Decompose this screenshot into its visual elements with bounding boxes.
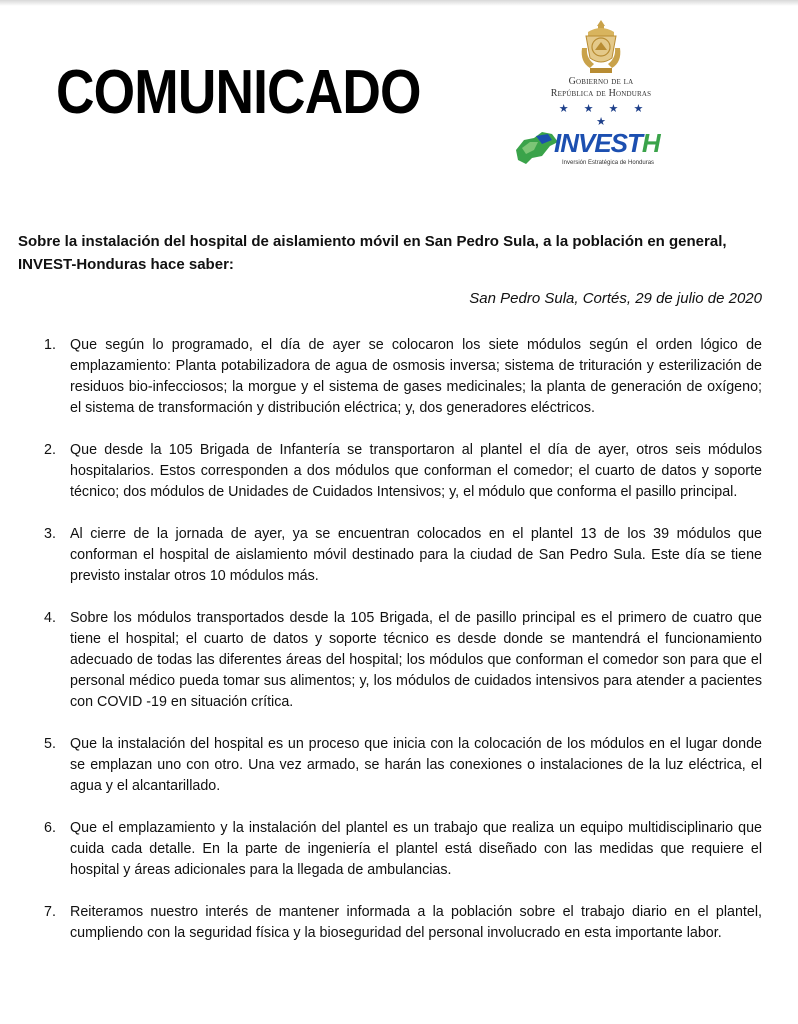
list-item-number: 2. — [44, 442, 56, 458]
invest-honduras-logo — [512, 126, 682, 176]
honduras-map-icon — [512, 128, 560, 168]
stars-row: ★ ★ ★ ★ ★ — [558, 103, 650, 128]
list-item-number: 3. — [44, 526, 56, 542]
numbered-list — [40, 335, 762, 965]
list-item-text: Sobre los módulos transportados desde la 105 Brigada, el de pasillo principal es el primero de cuatro que tiene el hospital; el cuarto de datos y soporte técnico es desde donde se mantendrá el funcionamiento adecuado de todas las diferentes áreas del hospital; los módulos que conforman el comedor son para que el personal médico pueda tomar sus alimentos; y, los módulos de cuidados intensivos para atender a pacientes con COVID -19 en situación crítica. — [70, 610, 762, 710]
list-item — [40, 524, 762, 587]
list-item-number: 1. — [44, 337, 56, 353]
invest-h-letter: H — [641, 128, 660, 158]
list-item — [40, 734, 762, 797]
list-item — [40, 818, 762, 881]
page-title: COMUNICADO — [56, 58, 421, 127]
government-logo — [546, 18, 656, 138]
government-name-line-2: República de Honduras — [550, 88, 652, 99]
list-item-number: 5. — [44, 736, 56, 752]
subject-heading: Sobre la instalación del hospital de aislamiento móvil en San Pedro Sula, a la población en general, INVEST-Honduras hace saber: — [18, 233, 727, 273]
list-item-text: Que desde la 105 Brigada de Infantería se transportaron al plantel el día de ayer, otros seis módulos hospitalarios. Estos corresponden a dos módulos que conforman el comedor; el cuarto de datos y soporte técnico; dos módulos de Unidades de Cuidados Intensivos; y, el módulo que conforma el pasillo principal. — [70, 442, 762, 500]
coat-of-arms-icon — [578, 18, 624, 76]
logo-group — [500, 18, 700, 178]
dateline: San Pedro Sula, Cortés, 29 de julio de 2020 — [469, 290, 762, 307]
list-item-text: Que según lo programado, el día de ayer se colocaron los siete módulos según el orden lógico de emplazamiento: Planta potabilizadora de agua de osmosis inversa; sistema de trituración y esterilización de residuos bio-infecciosos; la morgue y el sistema de gases medicinales; la planta de generación de oxígeno; el sistema de transformación y distribución eléctrica; y, dos generadores eléctricos. — [70, 337, 762, 416]
list-item-number: 4. — [44, 610, 56, 626]
list-item — [40, 440, 762, 503]
government-name-line-1: Gobierno de la — [568, 76, 634, 87]
list-item-number: 7. — [44, 904, 56, 920]
list-item-text: Reiteramos nuestro interés de mantener informada a la población sobre el trabajo diario en el plantel, cumpliendo con la seguridad física y la bioseguridad del personal involucrado en esta importante labor. — [70, 904, 762, 941]
invest-wordmark — [554, 130, 660, 156]
list-item — [40, 902, 762, 944]
invest-subtitle: Inversión Estratégica de Honduras — [562, 160, 655, 166]
list-item-text: Que el emplazamiento y la instalación del plantel es un trabajo que realiza un equipo multidisciplinario que cuida cada detalle. En la parte de ingeniería el plantel está diseñado con las medidas que requiere el hospital y áreas adicionales para la llegada de ambulancias. — [70, 820, 762, 878]
list-item-number: 6. — [44, 820, 56, 836]
list-item-text: Al cierre de la jornada de ayer, ya se encuentran colocados en el plantel 13 de los 39 módulos que conforman el hospital de aislamiento móvil destinado para la ciudad de San Pedro Sula. Este día se tiene previsto instalar otros 10 módulos más. — [70, 526, 762, 584]
invest-word: INVEST — [554, 128, 642, 158]
list-item — [40, 335, 762, 419]
list-item — [40, 608, 762, 713]
list-item-text: Que la instalación del hospital es un proceso que inicia con la colocación de los módulos en el lugar donde se emplazan uno con otro. Una vez armado, se harán las conexiones o instalaciones de la luz eléctrica, el agua y el alcantarillado. — [70, 736, 762, 794]
